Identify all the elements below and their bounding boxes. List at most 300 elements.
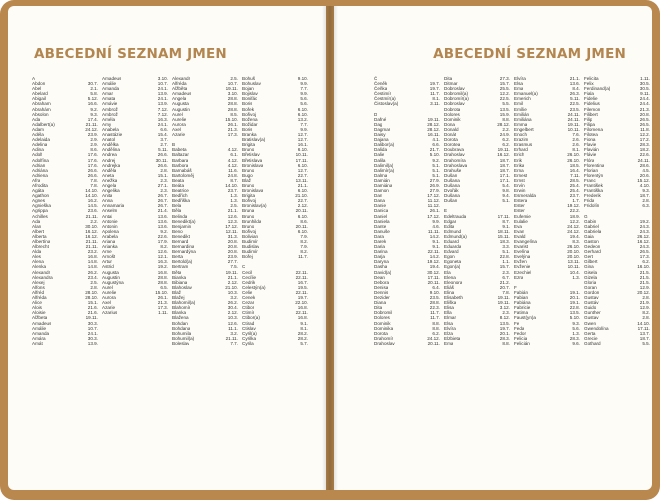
given-name: Čeňka [374,86,388,92]
given-name: Fe [514,320,520,326]
given-name: Flavián [584,147,599,153]
given-name: Albrecht [32,244,49,250]
given-name: Anabela [102,126,119,132]
given-name: Alfons [32,284,45,290]
given-name: Bertold(a) [172,259,193,265]
name-day-date: 6.2. [642,259,650,265]
given-name: Damon [374,188,389,194]
given-name: Alfréda [32,295,47,301]
given-name: Evelýna [514,254,531,260]
name-day-date: 24.12. [567,223,580,229]
given-name: Dalma [374,172,388,178]
name-day-date: 6.6. [160,126,168,132]
name-day-date: 22.11. [295,274,308,280]
given-name: Barbara [172,157,189,163]
name-day-date: 13.9. [157,101,168,107]
given-name: Egoneta [444,259,462,265]
name-day-date: 5.11. [570,96,580,102]
given-name: Filipa [584,121,595,127]
name-day-date: 15.10. [225,116,238,122]
name-day-date: 13.5. [499,320,510,326]
given-name: Damián [374,177,390,183]
name-day-date: 24.11. [567,111,580,117]
given-name: Abdon [32,81,46,87]
name-day-date: 8.8. [432,320,440,326]
given-name: Čistoslav(a) [374,101,399,107]
given-name: Amy [102,121,112,127]
given-name: Agathon [32,193,50,199]
name-day-date: 19.11. [225,269,238,275]
given-name: Erika [514,162,525,168]
given-name: Elsa [514,81,523,87]
given-name: Dagmar [374,126,391,132]
name-day-date: 21.6. [87,310,98,316]
name-day-date: 26.6. [157,162,168,168]
given-name: Gina [584,264,594,270]
name-day-date: 28.5. [569,177,580,183]
name-day-date: 5.4. [502,182,510,188]
name-day-date: 10.3. [227,315,238,321]
given-name: Evarist [514,244,529,250]
given-name: Alda [32,249,42,255]
given-name: Blahoslav [172,284,192,290]
given-name: Ctislav [242,325,256,331]
given-name: Dominik [444,116,461,122]
name-day-date: 14.10. [637,320,650,326]
name-day-date: 24.11. [567,116,580,122]
name-day-date: 21.5. [639,279,650,285]
given-name: Božena [242,116,258,122]
name-day-date: 9.6. [572,340,580,346]
name-day-date: 24.9. [499,132,510,138]
name-day-date: 15.1. [87,300,98,306]
name-day-date: 2.5. [230,76,238,81]
name-day-date: 17.11. [295,157,308,163]
name-day-date: 12.2. [569,218,580,224]
given-name: Elvíra [444,325,456,331]
name-day-date: 6.4. [432,284,440,290]
given-name: Dara [374,233,384,239]
given-name: Amadeus [172,91,192,97]
given-name: Baltazar [172,152,189,158]
name-day-date: 22.6. [639,152,650,158]
name-day-date: 19.11. [225,86,238,92]
given-name: Alfréd [32,289,45,295]
name-day-date: 5.7. [300,340,308,346]
given-name: Ema [514,86,524,92]
name-day-date: 5.6. [572,325,580,331]
given-name: Ela [444,269,451,275]
name-day-date: 9.1. [432,239,440,244]
name-day-date: 7.7. [230,340,238,346]
name-day-date: 20.12. [637,289,650,295]
name-day-date: 11.12. [427,198,440,204]
given-name: Barnabáš [172,167,192,173]
name-day-date: 2.12. [227,310,238,316]
given-name: Adéla [32,132,44,138]
name-day-date: 21.2. [499,279,510,285]
name-day-date: 28.10. [85,295,98,301]
given-name: Edita [444,223,455,229]
name-day-row [102,341,168,346]
name-day-date: 12.11. [225,228,238,234]
name-day-date: 6.5. [160,284,168,290]
given-name: Emanuel(a) [514,91,538,97]
name-day-date: 6.10. [297,106,308,112]
name-day-date: 7.6. [572,132,580,138]
given-name: Gustav [584,315,599,321]
given-name: Aurelie [172,116,187,122]
name-day-date: 22.11. [295,289,308,295]
given-name: Bruno [242,223,255,229]
name-day-date: 30.4. [227,305,238,311]
name-day-date: 9.2. [432,157,440,163]
given-name: Elmar [444,315,456,321]
name-day-date: 15.11. [497,233,510,239]
name-day-date: 21.10. [225,284,238,290]
name-day-date: 2.3. [160,188,168,194]
given-name: Beata [172,177,185,183]
given-name: Augustýna [102,279,124,285]
given-name: Darina [374,249,388,255]
name-day-date: 26.5. [639,249,650,255]
name-day-date: 3.2. [230,295,238,301]
given-name: Dana [374,198,385,204]
name-day-date: 20.8. [639,111,650,117]
name-day-date: 18.7. [639,193,650,199]
given-name: Alfréda [172,81,187,87]
name-day-date: 28.2. [297,335,308,341]
name-day-date: 19.1. [569,289,580,295]
name-day-date: 12.7. [297,132,308,138]
name-day-date: 10.11. [295,152,308,158]
given-name: Arianka [102,244,118,250]
name-day-date: 18.11. [497,228,510,234]
given-name: B [172,142,176,148]
name-day-date: 23.7. [227,188,238,194]
given-name: Eleonora [444,279,463,285]
given-name: Bronislav(a) [242,203,267,209]
given-name: Felix [584,81,594,87]
name-day-date: 26.2. [87,269,98,275]
name-day-date: 6.1. [230,152,238,158]
given-name: Cenek [242,295,256,301]
name-day-date: 9.2. [160,228,168,234]
name-day-date: 11.12. [427,203,440,209]
name-day-date: 6.2. [502,142,510,148]
name-day-date: 21.1. [227,208,238,214]
given-name: Alexandra [32,274,53,280]
name-day-date: 14.10. [85,188,98,194]
name-day-date: 5.1. [502,198,510,204]
given-name: Aurelie [102,289,117,295]
given-name: Afrodita [32,182,48,188]
given-name: Amávie [102,101,118,107]
name-day-date: 19.4. [429,264,440,270]
name-day-date: 7.7. [300,121,308,127]
given-name: Fabian [514,295,529,301]
given-name: Daryna [374,259,389,265]
given-name: Františka [584,188,603,194]
name-day-date: 12.7. [297,167,308,173]
name-day-date: 7.8. [90,182,98,188]
given-name: Benjamin [172,223,192,229]
name-day-date: 8.12. [499,315,510,321]
given-name: Darja [374,254,385,260]
given-name: Guido [584,305,597,311]
given-name: Bohuslav [242,81,261,87]
given-name: Ambrož [102,106,118,112]
name-day-date: 18.7. [499,167,510,173]
given-name: Florian [584,167,599,173]
name-day-date: 21.11. [85,121,98,127]
given-name: Abraham [32,101,51,107]
given-name: Adelina [32,142,48,148]
name-day-date: 9.11. [640,91,650,97]
name-day-date: 14.2. [429,233,440,239]
given-name: Blaž [242,177,251,183]
name-day-date: 28.10. [85,289,98,295]
given-name: Dasha [374,264,388,270]
given-name: Elza [444,330,453,336]
name-day-date: 20.8. [227,249,238,255]
given-name: Budimír [242,239,258,244]
left-page [8,6,326,490]
given-name: Adriána [32,167,48,173]
given-name: Eliáš [444,284,454,290]
given-name: Anděla [102,167,117,173]
name-day-date: 20.6. [639,172,650,178]
given-name: Bohumil(a) [172,335,195,341]
given-name: Evald [514,233,526,239]
name-day-date: 25.4. [569,182,580,188]
name-day-date: 17.6. [87,162,98,168]
given-name: Blahomír [172,305,191,311]
given-name: Améla [102,116,116,122]
name-day-date: 16.4. [569,167,580,173]
given-name: Afra [32,177,41,183]
given-name: Branka [242,132,257,138]
name-day-date: 24.1. [87,330,98,336]
name-day-date: 2.8. [90,284,98,290]
given-name: Ctirad [242,320,255,326]
name-day-date: 14.2. [429,254,440,260]
name-day-date: 12.6. [227,213,238,219]
name-day-date: 19.7. [499,325,510,331]
given-name: A [32,76,36,81]
name-day-date: 16.1. [297,142,308,148]
given-name: Danie [374,203,387,209]
name-column [444,76,510,346]
given-name: Drahoslav [444,152,465,158]
given-name: Ariana [102,239,116,244]
given-name: Ada [32,218,41,224]
name-day-date: 3.10. [157,76,168,81]
name-day-date: 12.1. [157,254,168,260]
given-name: Erik [514,157,522,163]
name-day-date: 27.7. [227,259,238,265]
name-day-date: 13.9. [87,340,98,346]
name-day-date: 23.6. [87,208,98,214]
name-day-date: 20.7. [499,284,510,290]
name-day-date: 7.12. [157,111,168,117]
name-day-date: 26.7. [157,198,168,204]
given-name: Dobrota [444,106,461,112]
name-day-date: 11.8. [640,126,650,132]
given-name: Eduard [444,239,459,244]
given-name: Bugo [242,172,253,178]
name-day-date: 20.11. [295,208,308,214]
given-name: Eliška [444,300,457,306]
name-day-date: 19.11. [567,121,580,127]
given-name: Drahuše [444,167,462,173]
given-name: Belinda [172,213,188,219]
given-name: Fedor [514,330,527,336]
given-name: Ctibor(a) [242,315,260,321]
name-day-date: 2.5. [230,203,238,209]
name-day-date: 4.6. [432,223,440,229]
given-name: Eufemie [514,213,531,219]
name-day-date: 24.1. [157,121,168,127]
given-name: Daniela [374,218,390,224]
given-name: Estera [514,198,528,204]
given-name: Denisa [374,284,389,290]
given-name: Bedřiška [172,198,190,204]
name-day-date: 4.10. [639,182,650,188]
given-name: Angela [102,182,117,188]
given-name: Brigita [242,193,256,199]
name-day-date: 19.5. [297,284,308,290]
name-day-date: 11.7. [430,91,440,97]
name-day-date: 13.5. [569,310,580,316]
given-name: Elvíra [514,76,526,81]
name-day-date: 3.2. [230,330,238,336]
name-day-date: 20.11. [295,223,308,229]
name-day-row [514,341,580,346]
given-name: Ales [32,254,41,260]
given-name: Alžbeta [32,315,48,321]
given-name: Frederik [584,193,601,199]
name-day-date: 14.8. [87,259,98,265]
name-day-date: 21.5. [639,269,650,275]
given-name: Dušan [444,172,458,178]
given-name: Astrid [102,264,114,270]
name-day-date: 27.1. [157,182,168,188]
given-name: Alexandr [32,269,51,275]
name-day-date: 5.5. [642,340,650,346]
given-name: Florentýn [584,172,604,178]
given-name: Anselm [102,208,118,214]
given-name: Abelard [32,91,48,97]
given-name: Andrea [102,152,117,158]
name-day-date: 5.1. [502,249,510,255]
given-name: Anežka [102,177,118,183]
name-day-date: 8.1. [432,96,440,102]
given-name: Feda [514,325,525,331]
given-name: Erich [514,152,525,158]
name-day-date: 6.10. [297,111,308,117]
given-name: Bruno [242,213,255,219]
name-day-date: 24.12. [85,126,98,132]
given-name: Bernardýna [172,249,196,255]
given-name: Engelbert [514,126,534,132]
name-day-date: 13.9. [157,91,168,97]
given-name: Evžen [514,259,527,265]
name-day-date: 17.3. [639,254,650,260]
name-day-row [444,341,510,346]
name-day-date: 28.12. [427,126,440,132]
name-day-date: 14.8. [87,264,98,270]
given-name: Břetislav [242,152,260,158]
given-name: Felicián [514,340,530,346]
name-day-date: 26.3. [569,91,580,97]
given-name: Dafné [374,116,387,122]
name-day-date: 18.7. [639,335,650,341]
name-day-date: 21.5. [639,274,650,280]
given-name: Bojan [242,86,254,92]
given-name: Dolores [444,111,460,117]
given-name: Gisela [584,269,598,275]
given-name: Daniel [374,213,388,219]
name-column [242,76,308,346]
name-day-date: 1.7. [572,198,580,204]
name-day-date: 18.2. [639,147,650,153]
given-name: Fidelie [584,96,598,102]
given-name: Dobromír(a) [444,96,469,102]
name-day-date: 19.11. [427,116,440,122]
name-day-row [32,341,98,346]
name-day-date: 11.7. [430,315,440,321]
name-day-date: 16.6. [87,101,98,107]
name-day-date: 17.1. [499,177,510,183]
given-name: Dominik [374,320,391,326]
given-name: Budislav [242,244,260,250]
given-name: Dita [374,305,383,311]
name-day-date: 11.7. [298,254,308,260]
name-day-date: 9.10. [297,76,308,81]
name-day-date: 12.2. [499,91,510,97]
given-name: Dušana [444,193,460,199]
given-name: Erazim [514,137,529,143]
name-day-date: 17.9. [157,239,168,244]
name-day-date: 15.4. [157,132,168,138]
given-name: Gabriel [584,223,599,229]
given-name: Cyrilka [242,335,257,341]
name-day-date: 8.2. [160,244,168,250]
name-day-date: 23.5. [429,295,440,301]
given-name: Bruno [242,167,255,173]
given-name: Drahomíra [444,157,466,163]
given-name: Brunhilda [242,218,262,224]
name-day-date: 16.8. [297,315,308,321]
name-day-date: 17.12. [427,213,440,219]
name-day-date: 25.4. [569,188,580,194]
name-day-date: 9.9. [300,91,308,97]
given-name: Arne [102,249,112,255]
given-name: Erwin [514,188,526,194]
given-name: Alice [32,300,42,306]
given-name: David(a) [374,269,392,275]
name-column [374,76,440,346]
given-name: Božidar [242,121,258,127]
given-name: Dolores [374,315,390,321]
given-name: Boris [242,126,253,132]
name-day-date: 1.3. [572,330,580,336]
name-day-date: 16.12. [85,228,98,234]
name-day-date: 27.9. [429,188,440,194]
name-day-date: 18.7. [499,157,510,163]
name-day-date: 27.3. [499,76,510,81]
